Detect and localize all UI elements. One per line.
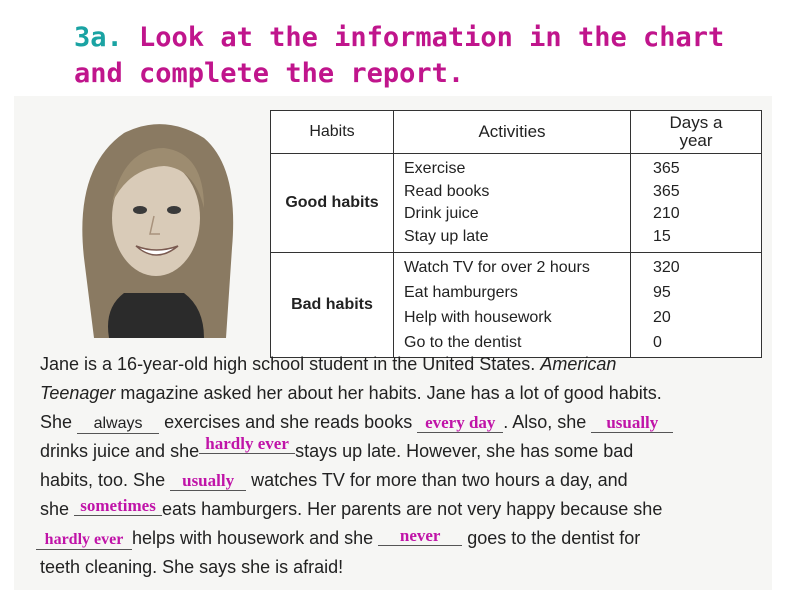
days-value: 365 (653, 160, 680, 177)
report-line-4: drinks juice and she hardly ever stays up late. However, she has some bad (40, 434, 634, 461)
days-value: 320 (653, 259, 680, 276)
group-name: Good habits (271, 154, 394, 253)
group-name: Bad habits (271, 253, 394, 358)
table-row (271, 154, 762, 253)
answer-blank-3[interactable]: hardly ever (199, 435, 295, 454)
habits-chart (270, 110, 762, 358)
report-line-5: habits, too. She usually watches TV for more than two hours a day, and (40, 470, 628, 490)
report-line-3: She always exercises and she reads books every day . Also, she usually (40, 408, 673, 437)
activity: Exercise (404, 160, 466, 177)
answer-blank-1[interactable]: every day (417, 414, 503, 433)
answer-blank-7[interactable]: never (378, 527, 462, 546)
answer-blank-2[interactable]: usually (591, 414, 673, 433)
header-habits: Habits (271, 111, 394, 154)
days-cell (631, 154, 762, 253)
days-value: 15 (653, 227, 671, 245)
activity: Help with housework (404, 309, 552, 326)
days-cell (631, 253, 762, 358)
days-value: 95 (653, 284, 671, 301)
answer-blank-4[interactable]: usually (170, 472, 246, 491)
report-line-8: teeth cleaning. She says she is afraid! (40, 557, 344, 577)
days-value: 20 (653, 309, 671, 326)
report-line-6: she sometimes eats hamburgers. Her parents are not very happy because she (40, 496, 663, 519)
activity: Go to the dentist (404, 334, 522, 351)
header-days: Days a year (631, 111, 762, 154)
days-value: 365 (653, 182, 680, 200)
days-value: 210 (653, 205, 680, 222)
header-activities: Activities (394, 111, 631, 154)
activity: Read books (404, 182, 490, 200)
table-header-row (271, 111, 762, 154)
activity: Stay up late (404, 227, 489, 245)
activity-cell (394, 154, 631, 253)
answer-blank-5[interactable]: sometimes (74, 497, 162, 516)
report-line-2: Teenager magazine asked her about her habits. Jane has a lot of good habits. (40, 383, 662, 403)
report-line-7: hardly ever helps with housework and she never goes to the dentist for (36, 524, 640, 553)
activity: Watch TV for over 2 hours (404, 259, 590, 276)
activity: Drink juice (404, 205, 479, 222)
answer-blank-6[interactable]: hardly ever (36, 531, 132, 550)
title-line-1: 3a. Look at the information in the chart (74, 22, 725, 53)
activity-cell (394, 253, 631, 358)
student-photo (54, 108, 250, 338)
table-row (271, 253, 762, 358)
days-value: 0 (653, 334, 662, 351)
title-line-2: and complete the report. (74, 58, 465, 89)
example-blank: always (77, 415, 159, 434)
exercise-number: 3a. (74, 22, 123, 53)
slide-title (74, 20, 774, 92)
report-line-1: Jane is a 16-year-old high school student in the United States. American (40, 354, 617, 374)
activity: Eat hamburgers (404, 284, 518, 301)
